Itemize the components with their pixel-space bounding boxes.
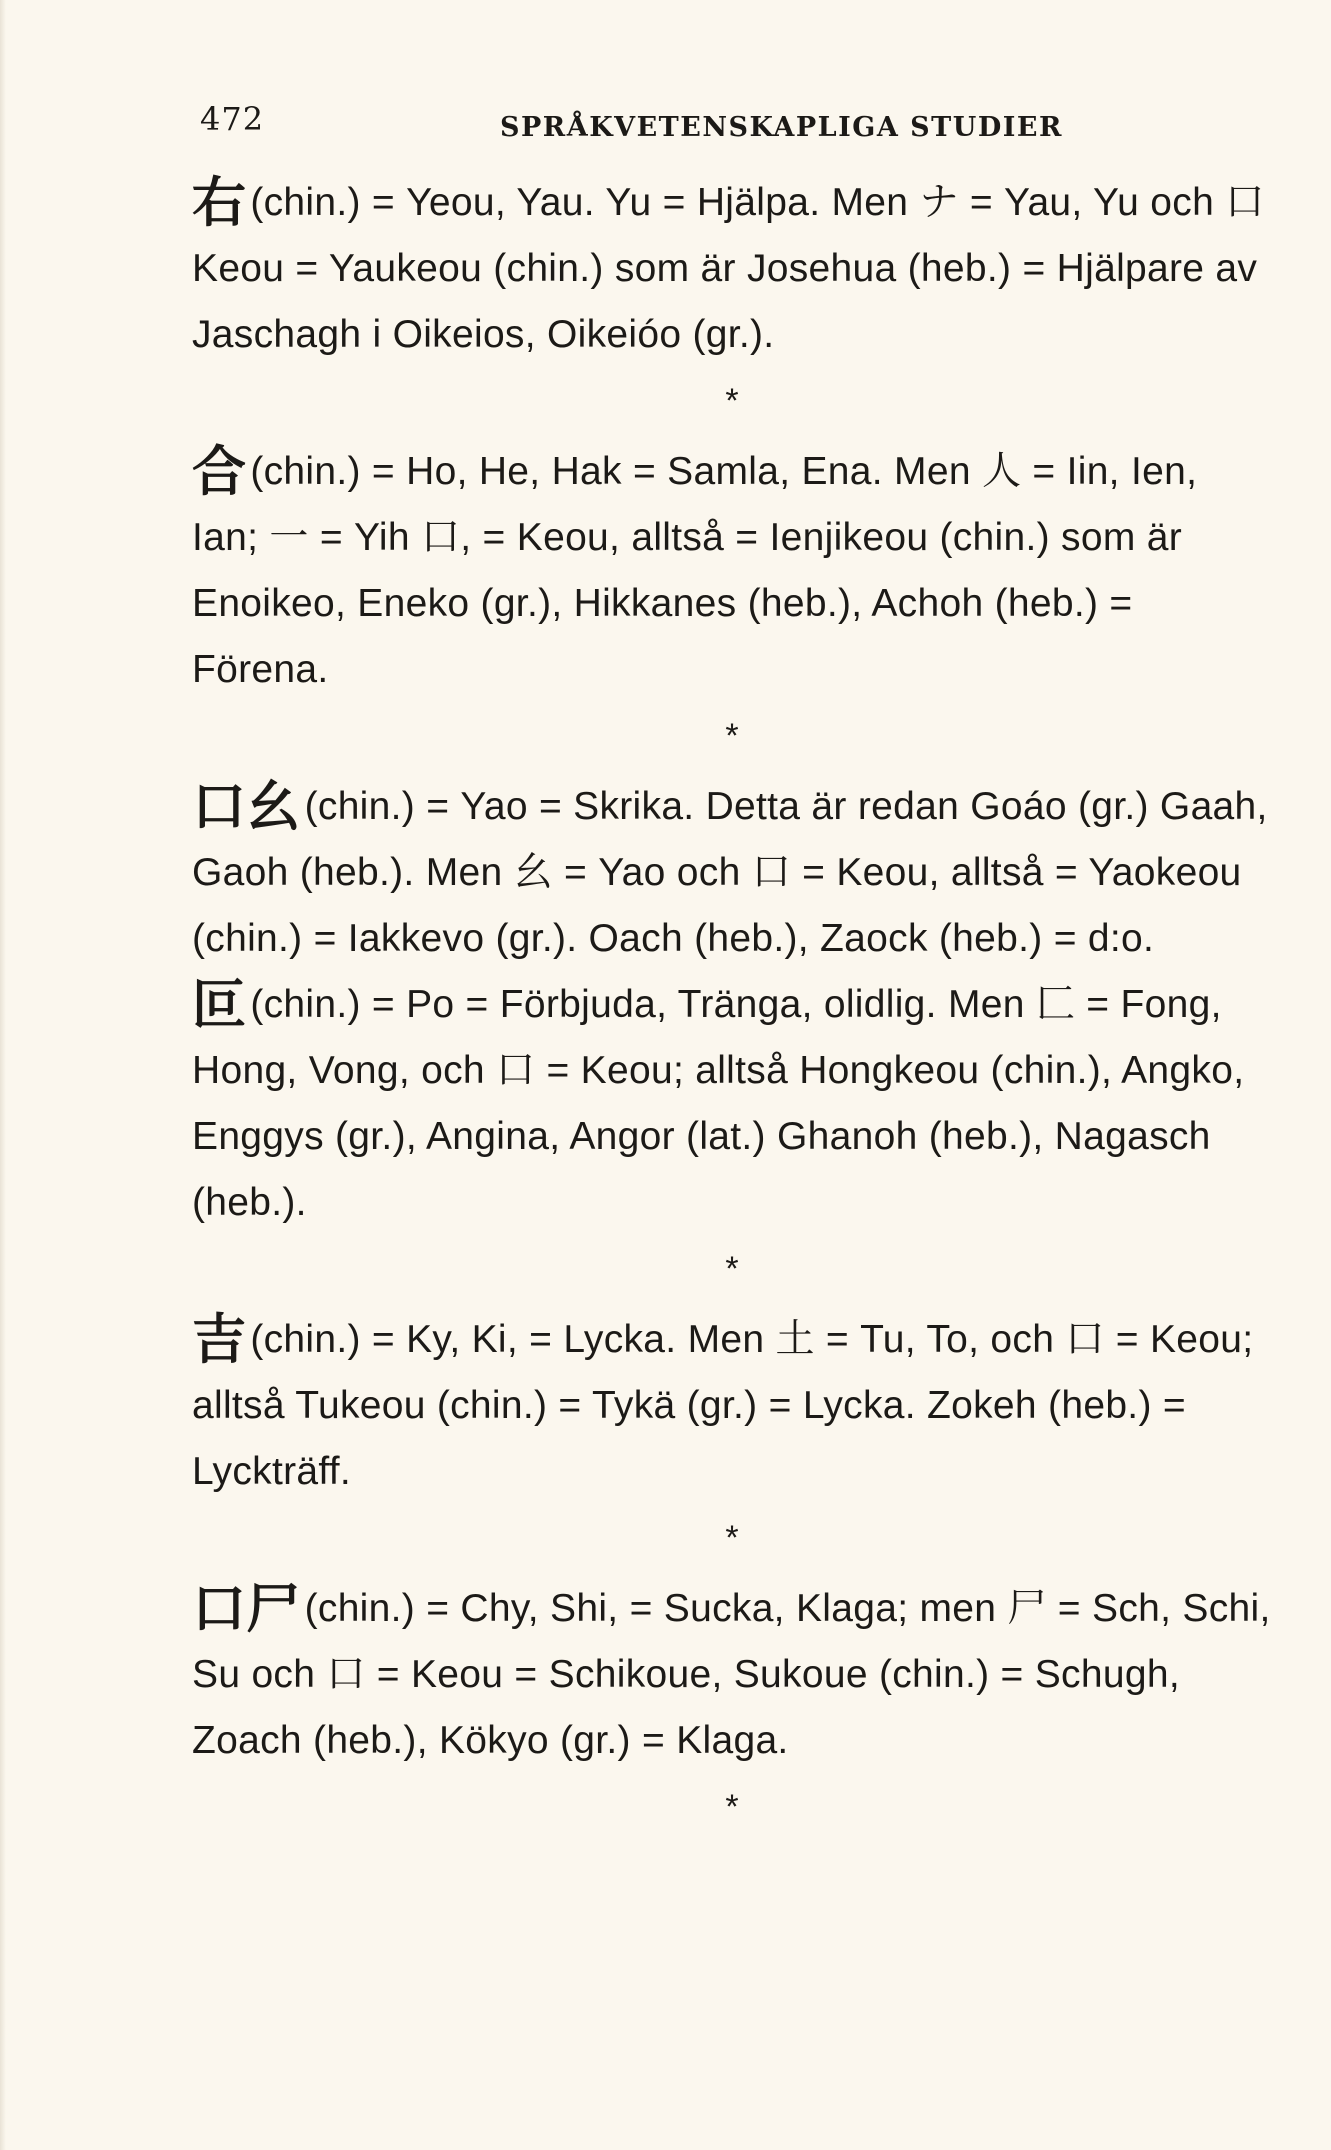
chinese-glyph: 合	[192, 440, 247, 503]
entry-po	[192, 972, 1272, 1236]
separator-asterisk: *	[725, 1788, 739, 1826]
entry-text: (chin.) = Yao = Skrika. Detta är redan Goáo (gr.) Gaah, Gaoh (heb.). Men 幺 = Yao och 口 = Keou, alltså = Yaokeou (chin.) = Iakkevo (gr.). Oach (heb.), Zaock (heb.) = d:o.	[192, 785, 1268, 960]
entry-text: (chin.) = Ky, Ki, = Lycka. Men 土 = Tu, To, och 口 = Keou; alltså Tukeou (chin.) = Tykä (gr.) = Lycka. Zokeh (heb.) = Lyckträff.	[192, 1318, 1254, 1493]
entry-text: (chin.) = Yeou, Yau. Yu = Hjälpa. Men ナ = Yau, Yu och 口 Keou = Yaukeou (chin.) som är Josehua (heb.) = Hjälpare av Jaschagh i Oikeios, Oikeióo (gr.).	[192, 181, 1265, 356]
separator-asterisk: *	[725, 717, 739, 755]
main-text	[192, 170, 1272, 1845]
running-head: SPRÅKVETENSKAPLIGA STUDIER	[500, 112, 1063, 143]
separator-asterisk: *	[725, 1519, 739, 1557]
chinese-glyph: 口幺	[192, 775, 301, 838]
separator-asterisk: *	[725, 382, 739, 420]
chinese-glyph: 口尸	[192, 1577, 301, 1640]
entry-chy	[192, 1576, 1272, 1774]
entry-text: (chin.) = Ho, He, Hak = Samla, Ena. Men 人 = Iin, Ien, Ian; 一 = Yih 口, = Keou, alltså = Ienjikeou (chin.) som är Enoikeo, Eneko (gr.), Hikkanes (heb.), Achoh (heb.) = Förena.	[192, 450, 1198, 691]
chinese-glyph: 右	[192, 171, 247, 234]
entry-text: (chin.) = Po = Förbjuda, Tränga, olidlig. Men 匚 = Fong, Hong, Vong, och 口 = Keou; alltså Hongkeou (chin.), Angko, Enggys (gr.), Angina, Angor (lat.) Ghanoh (heb.), Nagasch (heb.).	[192, 983, 1245, 1224]
entry-you	[192, 170, 1272, 368]
entry-he	[192, 439, 1272, 703]
entry-ky	[192, 1307, 1272, 1505]
chinese-glyph: 叵	[192, 973, 247, 1036]
page-number: 472	[200, 100, 265, 138]
chinese-glyph: 吉	[192, 1308, 247, 1371]
entry-yao	[192, 774, 1272, 972]
separator-asterisk: *	[725, 1250, 739, 1288]
entry-text: (chin.) = Chy, Shi, = Sucka, Klaga; men 尸 = Sch, Schi, Su och 口 = Keou = Schikoue, Sukoue (chin.) = Schugh, Zoach (heb.), Kökyo (gr.) = Klaga.	[192, 1587, 1271, 1762]
page-edge	[0, 0, 6, 2150]
